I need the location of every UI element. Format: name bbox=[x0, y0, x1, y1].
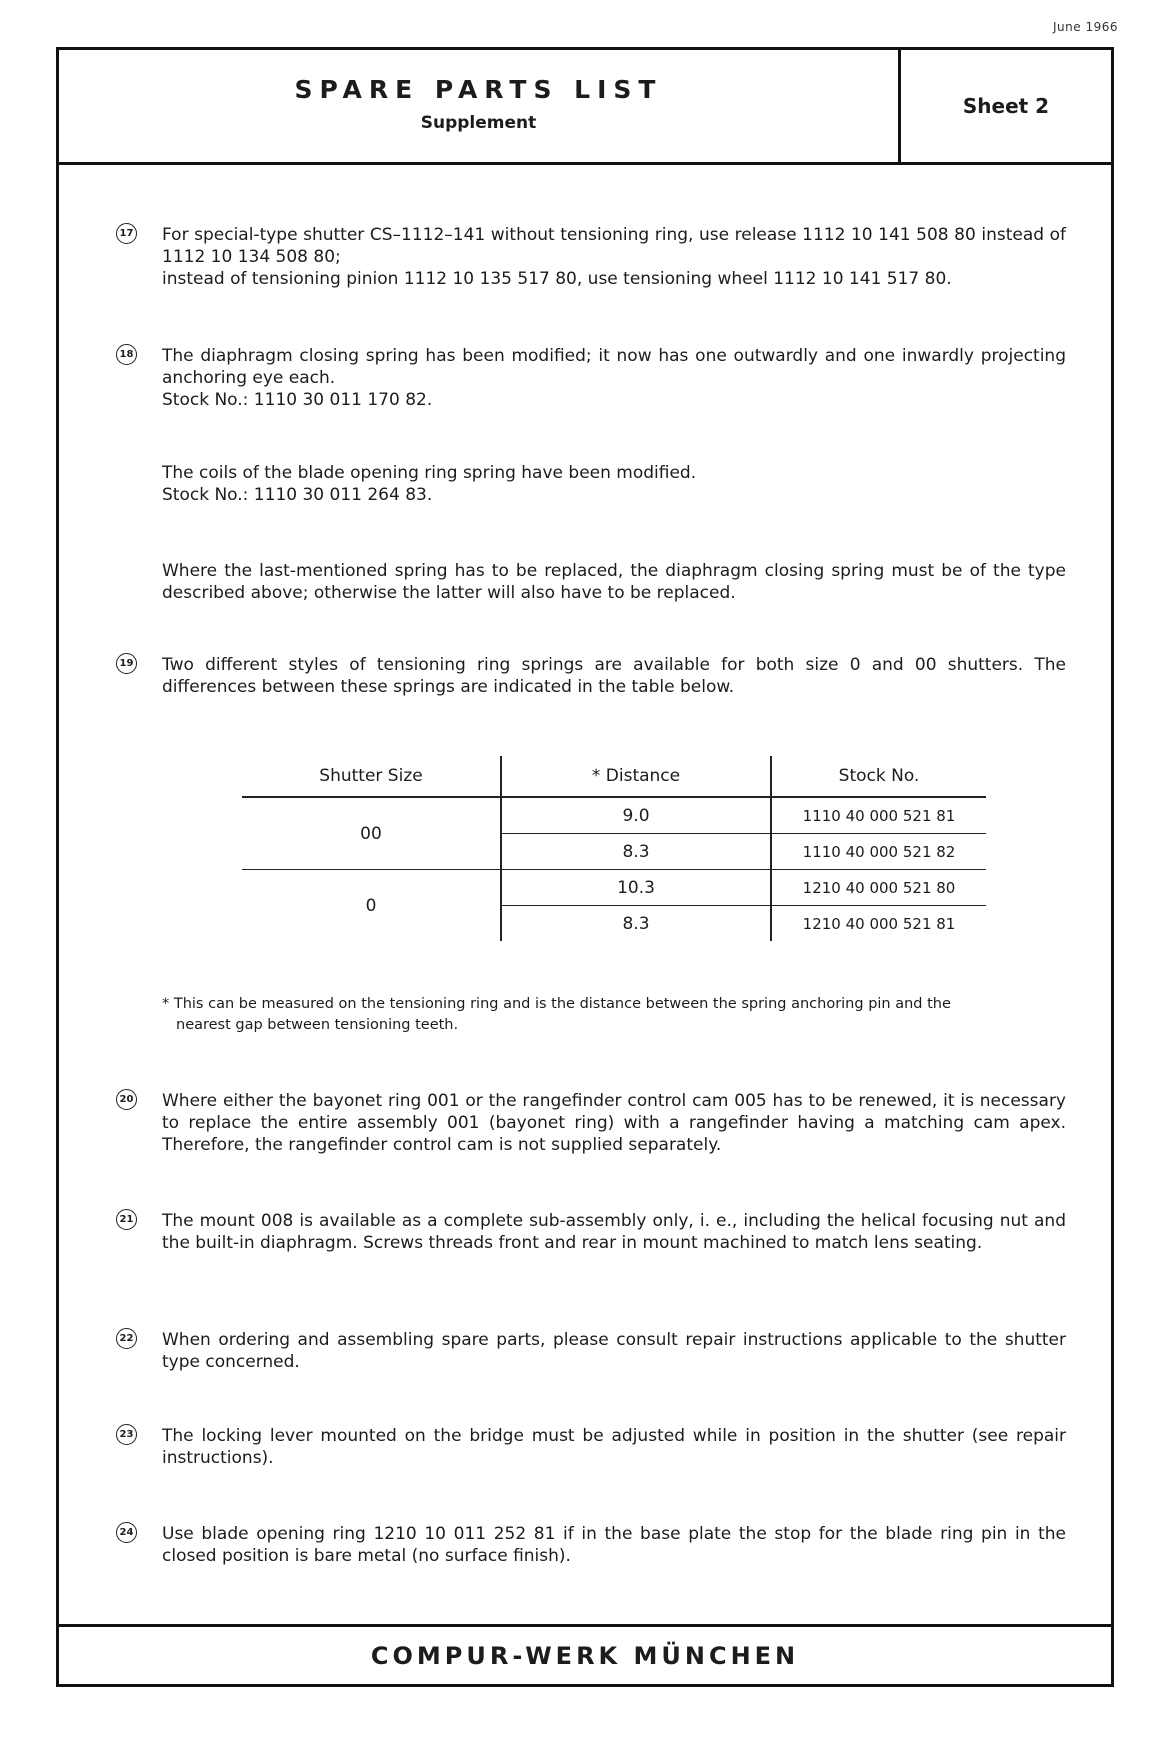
page-title: SPARE PARTS LIST bbox=[294, 75, 663, 104]
table-cell-size: 00 bbox=[242, 797, 501, 870]
table-cell-distance: 8.3 bbox=[501, 906, 771, 942]
text-line: Use blade opening ring 1210 10 011 252 81 if in the base plate the stop for the blade ring pin in the closed position is bare metal (no surface finish). bbox=[162, 1524, 1066, 1566]
table-header-cell: Stock No. bbox=[838, 766, 920, 786]
item-number-badge: 24 bbox=[116, 1522, 137, 1543]
item-text bbox=[162, 1090, 1066, 1156]
table-header-row bbox=[242, 756, 986, 797]
table-header-cell: * Distance bbox=[501, 756, 771, 797]
text-line: Stock No.: 1110 30 011 264 83. bbox=[162, 485, 433, 505]
item-text bbox=[162, 224, 1066, 290]
spring-spec-table bbox=[242, 756, 986, 941]
text-line: instead of tensioning pinion 1112 10 135 517 80, use tensioning wheel 1112 10 141 517 80. bbox=[162, 269, 952, 289]
table-cell-stock: 1210 40 000 521 80 bbox=[771, 870, 986, 906]
table-row bbox=[242, 797, 986, 834]
item-text bbox=[162, 560, 1066, 604]
table-cell-distance: 10.3 bbox=[501, 870, 771, 906]
footnote-line: * This can be measured on the tensioning ring and is the distance between the spring anchoring pin and the bbox=[162, 996, 951, 1012]
table-cell-size: 0 bbox=[242, 870, 501, 942]
item-number-badge: 17 bbox=[116, 223, 137, 244]
page-subtitle: Supplement bbox=[420, 113, 537, 133]
item-text bbox=[162, 462, 1066, 506]
table-cell-distance: 8.3 bbox=[501, 834, 771, 870]
table-header-cell: Shutter Size bbox=[242, 756, 501, 797]
issue-date: June 1966 bbox=[1053, 20, 1118, 34]
header bbox=[59, 50, 1111, 165]
table-row bbox=[242, 870, 986, 906]
text-line: The locking lever mounted on the bridge must be adjusted while in position in the shutter (see repair instructions). bbox=[162, 1426, 1066, 1468]
text-line: Where the last-mentioned spring has to be replaced, the diaphragm closing spring must be of the type described above; otherwise the latter will also have to be replaced. bbox=[162, 561, 1066, 603]
company-footer: COMPUR-WERK MÜNCHEN bbox=[59, 1624, 1111, 1684]
text-line: The mount 008 is available as a complete sub-assembly only, i. e., including the helical focusing nut and the built-in diaphragm. Screws threads front and rear in mount machined to match lens seating. bbox=[162, 1211, 1066, 1253]
table-cell-stock: 1110 40 000 521 82 bbox=[771, 834, 986, 870]
item-number-badge: 19 bbox=[116, 653, 137, 674]
header-title-box bbox=[59, 50, 901, 162]
item-number-badge: 23 bbox=[116, 1424, 137, 1445]
item-text bbox=[162, 1210, 1066, 1254]
text-line: Stock No.: 1110 30 011 170 82. bbox=[162, 390, 433, 410]
table-footnote bbox=[162, 994, 1066, 1036]
sheet-number: Sheet 2 bbox=[962, 94, 1050, 118]
text-line: The diaphragm closing spring has been modified; it now has one outwardly and one inwardly projecting anchoring eye each. bbox=[162, 346, 1066, 388]
item-number-badge: 21 bbox=[116, 1209, 137, 1230]
item-text bbox=[162, 654, 1066, 698]
item-number-badge: 22 bbox=[116, 1328, 137, 1349]
text-line: Two different styles of tensioning ring springs are available for both size 0 and 00 shutters. The differences between these springs are indicated in the table below. bbox=[162, 655, 1066, 697]
text-line: When ordering and assembling spare parts, please consult repair instructions applicable to the shutter type concerned. bbox=[162, 1330, 1066, 1372]
document-frame bbox=[56, 47, 1114, 1687]
table-cell-stock: 1210 40 000 521 81 bbox=[802, 914, 956, 933]
text-line: Where either the bayonet ring 001 or the rangefinder control cam 005 has to be renewed, it is necessary to replace the entire assembly 001 (bayonet ring) with a rangefinder having a matching cam apex. Therefore, the rangefinder control cam is not supplied separately. bbox=[162, 1091, 1066, 1155]
item-text bbox=[162, 345, 1066, 411]
table-cell-stock: 1110 40 000 521 81 bbox=[771, 797, 986, 834]
item-text bbox=[162, 1523, 1066, 1567]
item-text bbox=[162, 1425, 1066, 1469]
item-number-badge: 18 bbox=[116, 344, 137, 365]
item-number-badge: 20 bbox=[116, 1089, 137, 1110]
table-cell-distance: 9.0 bbox=[501, 797, 771, 834]
footnote-line: nearest gap between tensioning teeth. bbox=[176, 1017, 459, 1033]
text-line: For special-type shutter CS–1112–141 without tensioning ring, use release 1112 10 141 508 80 instead of 1112 10 134 508 80; bbox=[162, 225, 1066, 267]
item-text bbox=[162, 1329, 1066, 1373]
text-line: The coils of the blade opening ring spring have been modified. bbox=[162, 463, 697, 483]
